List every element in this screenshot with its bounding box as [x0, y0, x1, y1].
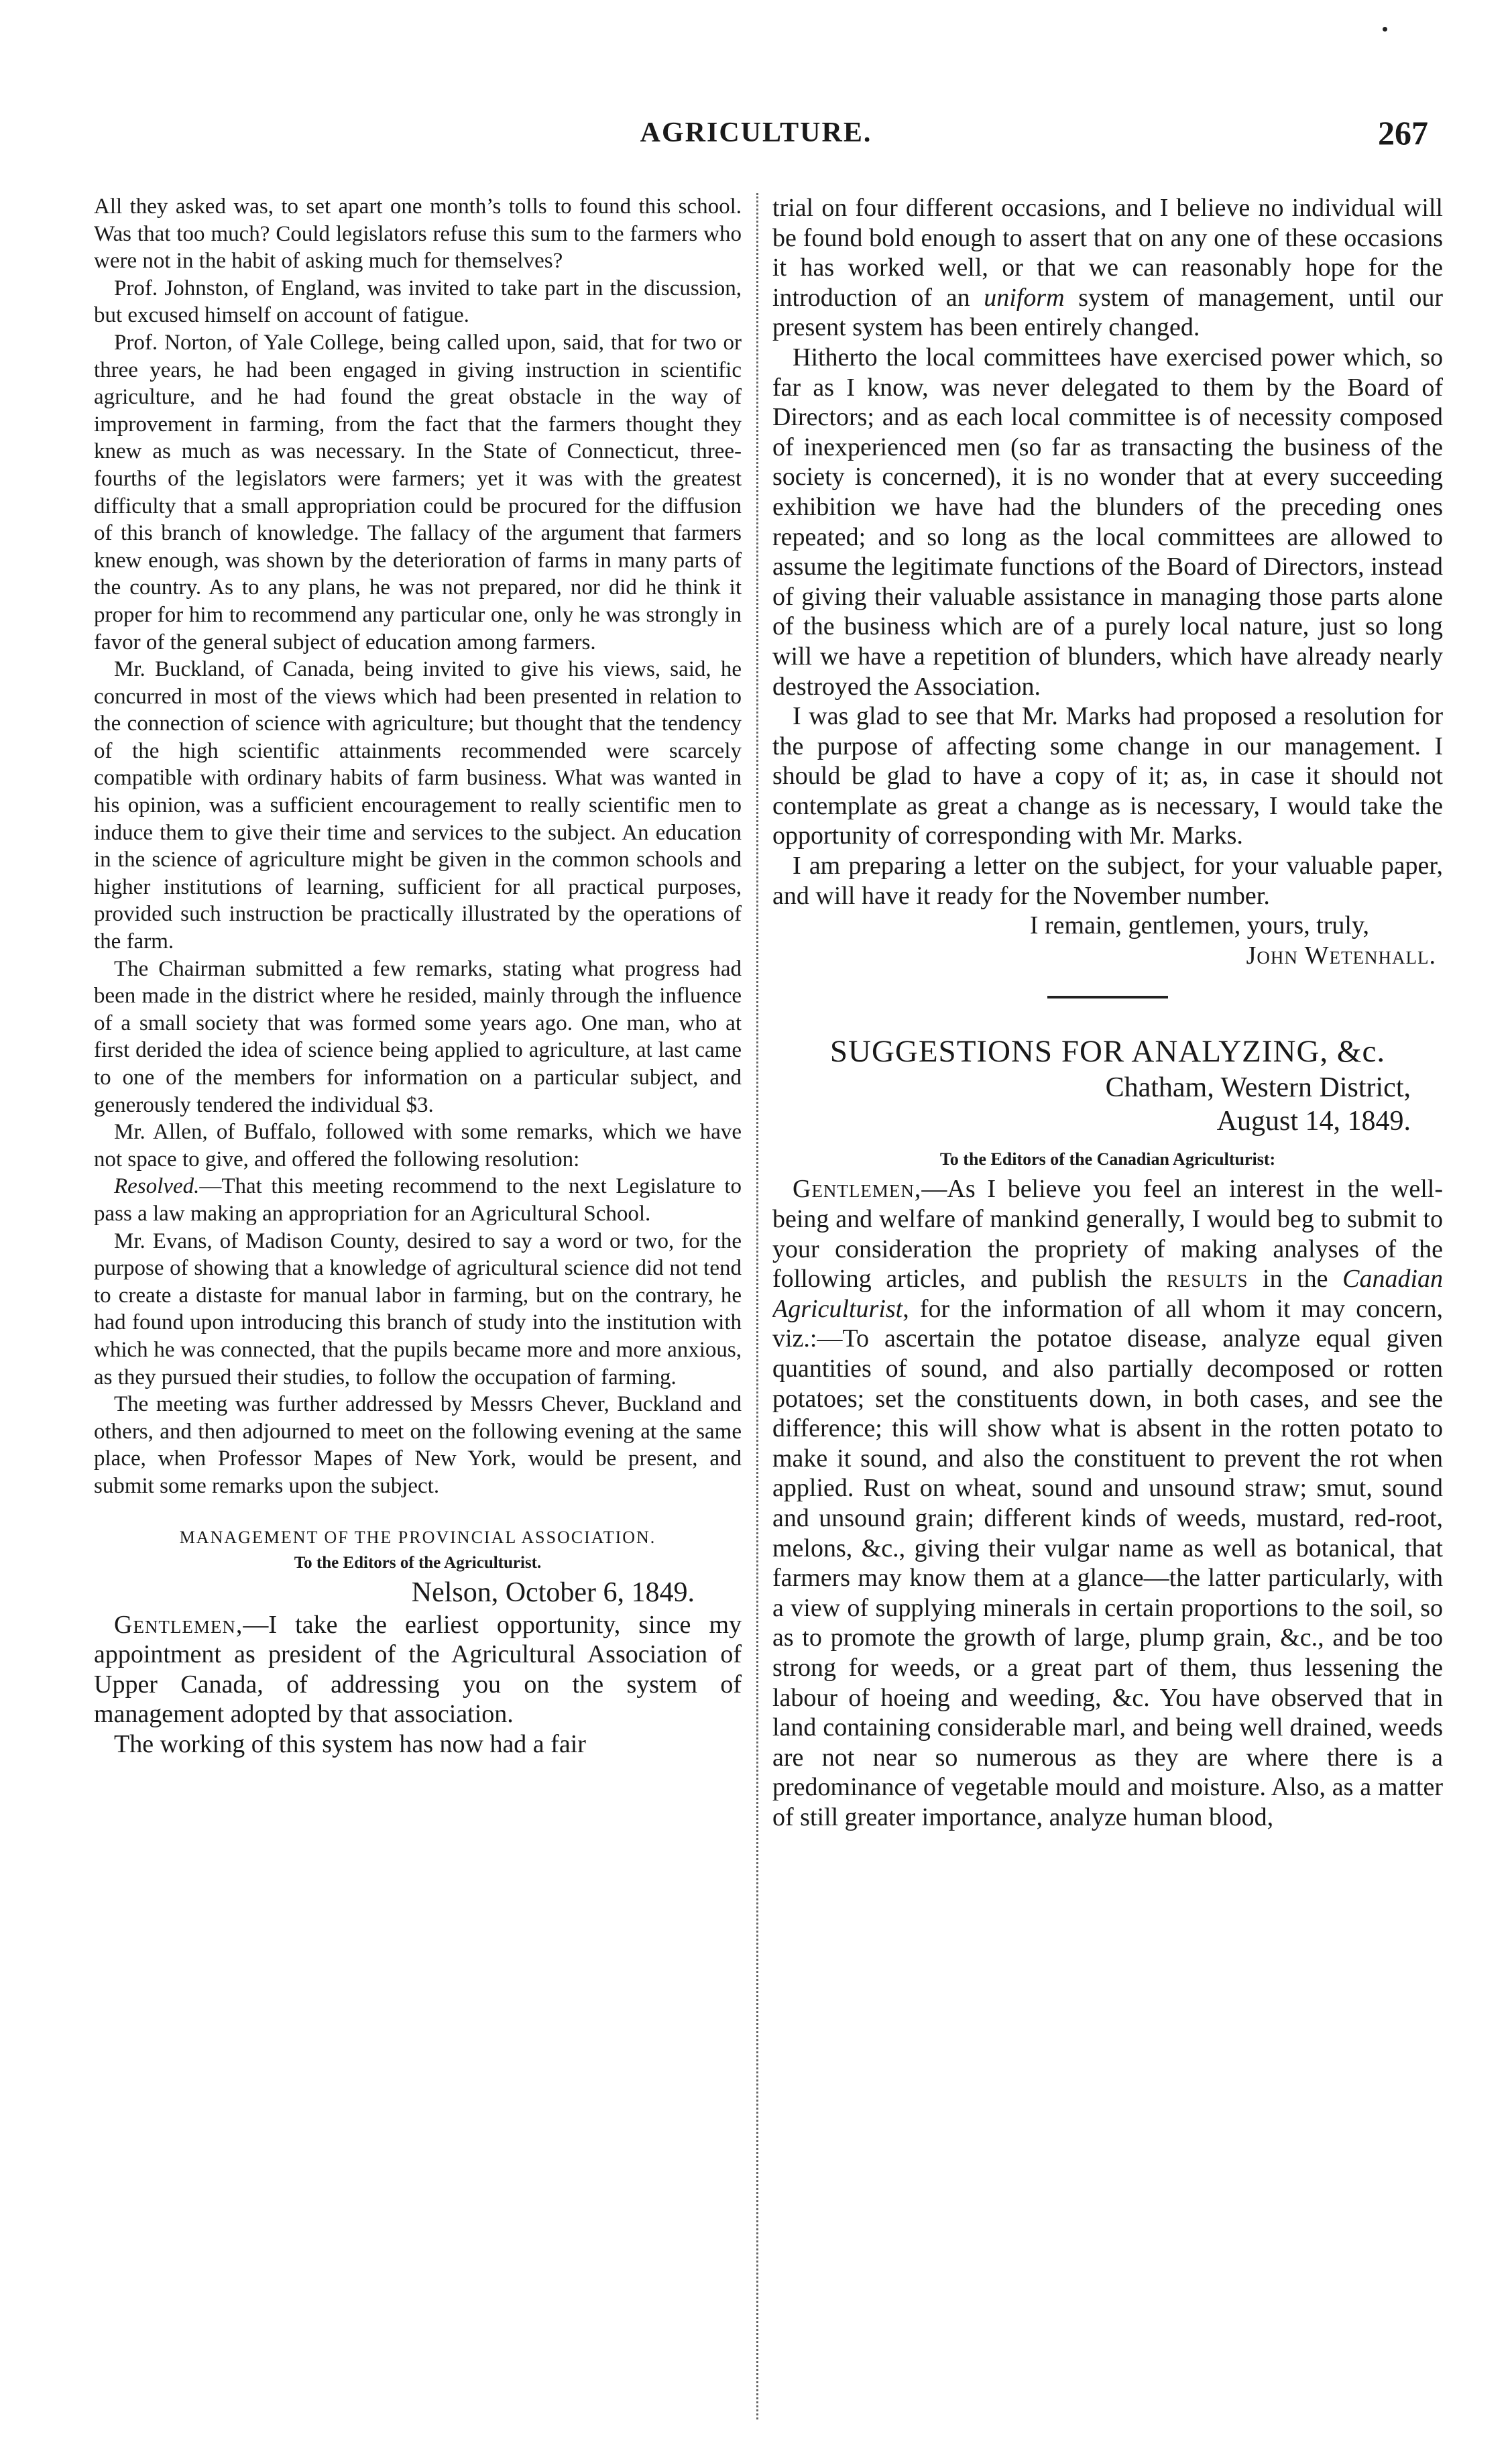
paragraph: I am preparing a letter on the subject, for your valuable paper, and will have it ready for the November number.: [772, 852, 1443, 910]
paragraph: Prof. Norton, of Yale College, being called upon, said, that for two or three years, he had been engaged in giving instruction in scientific agriculture, and he had found the great obstacle in the way of improvement in farming, from the fact that the farmers thought they knew as much as was necessary. In the State of Connecticut, three-fourths of the legislators were farmers; yet it was with the greatest difficulty that a small appropriation could be procured for the diffusion of this branch of knowledge. The fallacy of the argument that farmers knew enough, was shown by the deterioration of farms in many parts of the country. As to any plans, he was not prepared, nor did he think it proper for him to recommend any particular one, only he was strongly in favor of the general subject of education among farmers.: [94, 330, 742, 654]
salutation: Gentlemen,: [114, 1610, 243, 1639]
paragraph: The Chairman submitted a few remarks, stating what progress had been made in the district where he resided, mainly through the influence of a small society that was formed some years ago. One man, who at first derided the idea of science being applied to agriculture, at last came to one of the members for information on a particular subject, and generously tendered the individual $3.: [94, 956, 742, 1117]
paragraph: Mr. Allen, of Buffalo, followed with some remarks, which we have not space to give, and offered the following resolution:: [94, 1120, 742, 1172]
paragraph: [772, 193, 1443, 343]
letter-date: August 14, 1849.: [1216, 1106, 1411, 1137]
page-number: 267: [1378, 114, 1428, 152]
paragraph-text: , for the information of all whom it may concern, viz.:—To ascertain the potatoe disease, analyze equal given quantities of sound, and also partially decomposed or rotten potatoes; set the constituents down, in both cases, and see the difference; this will show what is absent in the rotten potato to make it sound, and also the constituent to prevent the rot when applied. Rust on wheat, sound and unsound straw; smut, sound and unsound grain; different kinds of weeds, mustard, red-root, melons, &c., giving their vulgar name as well as botanical, that farmers may know them at a glance—the latter particularly, with a view of supplying minerals in certain proportions to the soil, so as to promote the growth of large, plump grain, &c., and be too strong for weeds, or a great part of them, thus lessening the labour of hoeing and weeding, &c. You have observed that in land containing considerable marl, and being well drained, weeds are not near so numerous as they are where there is a predominance of vegetable mould and moisture. Also, as a matter of still greater importance, analyze human blood,: [772, 1294, 1443, 1831]
paper-title: Canadian Agriculturist: [772, 1265, 1443, 1323]
paragraph-text: system of management, until our present system has been entirely changed.: [772, 283, 1443, 342]
paragraph: [94, 1610, 742, 1729]
paragraph: [772, 1174, 1443, 1832]
signature: John Wetenhall.: [1246, 941, 1436, 970]
paragraph-text: —As I believe you feel an interest in the well-being and welfare of mankind generally, I would beg to submit to your consideration the propriety of making analyses of the following articles, and publish the: [772, 1175, 1443, 1294]
letter-dateline: Nelson, October 6, 1849.: [411, 1577, 695, 1608]
page-header: [0, 113, 1512, 160]
resolution-text: —That this meeting recommend to the next Legislature to pass a law making an appropriation for an Agricultural School.: [94, 1174, 742, 1226]
paragraph-text: trial on four different occasions, and I believe no individual will be found bold enough to assert that on any one of these occasions it has worked well, or that we can reasonably hope for the introduction of an: [772, 194, 1443, 312]
letter-addressee: To the Editors of the Agriculturist.: [294, 1553, 542, 1572]
ink-speck: [1383, 27, 1387, 32]
paragraph: The meeting was further addressed by Messrs Chever, Buckland and others, and then adjourned to meet on the following evening at the same place, when Professor Mapes of New York, would be present, and submit some remarks upon the subject.: [94, 1392, 742, 1498]
management-letter: [94, 1524, 742, 1760]
paragraph: Mr. Evans, of Madison County, desired to say a word or two, for the purpose of showing that a knowledge of agricultural science did not tend to create a distaste for manual labor in farming, but on the contrary, he had found upon introducing this branch of study into the institution with which he was connected, that the pupils became more and more anxious, as they pursued their studies, to follow the occupation of farming.: [94, 1228, 742, 1389]
section-rule: [1047, 996, 1168, 998]
paragraph: I was glad to see that Mr. Marks had proposed a resolution for the purpose of affecting some change in our management. I should be glad to have a copy of it; as, in case it should not contemplate as great a change as is necessary, I would take the opportunity of corresponding with Mr. Marks.: [772, 702, 1443, 850]
resolved-label: Resolved.: [114, 1174, 200, 1199]
letter-place: Chatham, Western District,: [1105, 1072, 1411, 1104]
paragraph: All they asked was, to set apart one month’s tolls to found this school. Was that too much? Could legislators refuse this sum to the farmers who were not in the habit of asking much for themselves?: [94, 194, 742, 274]
results-word: results: [1166, 1265, 1248, 1294]
left-column: [94, 193, 742, 2419]
paragraph-text: —I take the earliest opportunity, since my appointment as president of the Agricultural Association of Upper Canada, of addressing you on the system of management adopted by that association.: [94, 1610, 742, 1728]
emphasis: uniform: [984, 283, 1065, 312]
letter-closing: I remain, gentlemen, yours, truly,: [1029, 911, 1369, 940]
paragraph: Prof. Johnston, of England, was invited to take part in the discussion, but excused himself on account of fatigue.: [94, 276, 742, 328]
paragraph: Hitherto the local committees have exercised power which, so far as I know, was never delegated to them by the Board of Directors; and as each local committee is of necessity composed of inexperienced men (so far as transacting the business of the society is concerned), it is no wonder that at every succeeding exhibition we have had the blunders of the preceding ones repeated; and so long as the local committees are allowed to assume the legitimate functions of the Board of Directors, instead of giving their valuable assistance in managing those parts alone of the business which are of a purely local nature, just so long will we have a repetition of blunders, which have already nearly destroyed the Association.: [772, 343, 1443, 701]
letter-addressee: To the Editors of the Canadian Agriculturist:: [939, 1149, 1276, 1169]
running-title: AGRICULTURE.: [640, 117, 872, 148]
column-divider: [756, 193, 758, 2419]
salutation: Gentlemen,: [793, 1175, 922, 1204]
resolution: [94, 1173, 742, 1227]
section-heading: MANAGEMENT OF THE PROVINCIAL ASSOCIATION.: [179, 1527, 656, 1547]
paragraph-text: in the: [1248, 1265, 1343, 1294]
section-heading: SUGGESTIONS FOR ANALYZING, &c.: [829, 1034, 1386, 1070]
paragraph: Mr. Buckland, of Canada, being invited to give his views, said, he concurred in most of the views which had been presented in relation to the connection of science with agriculture; but thought that the tendency of the high scientific attainments recommended were scarcely compatible with ordinary habits of farm business. What was wanted in his opinion, was a sufficient encouragement to really scientific men to induce them to give their time and services to the subject. An education in the science of agriculture might be given in the common schools and higher institutions of learning, sufficient for all practical purposes, provided such instruction be practically illustrated by the operations of the farm.: [94, 657, 742, 954]
right-column: [772, 193, 1443, 2426]
paragraph: The working of this system has now had a fair: [114, 1729, 586, 1758]
